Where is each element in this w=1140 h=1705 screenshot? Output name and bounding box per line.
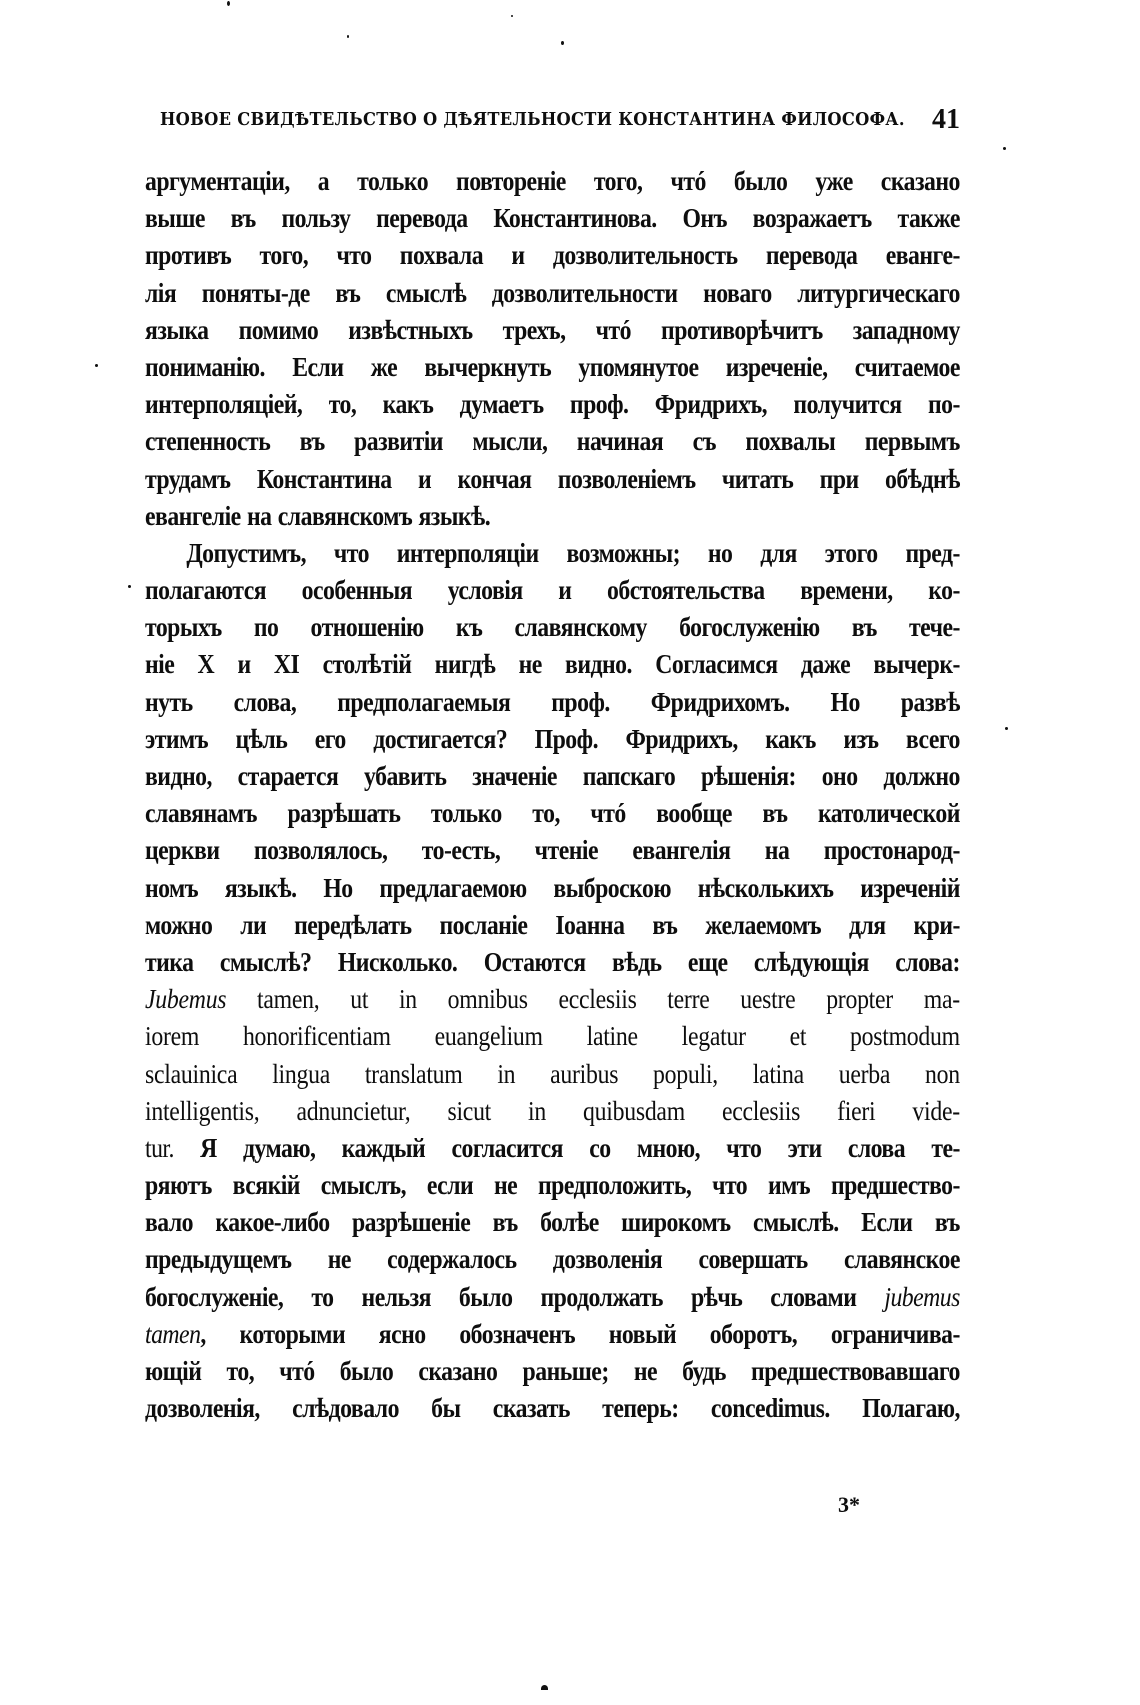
text-line bbox=[145, 1316, 960, 1353]
text-line: славянамъ разрѣшать только то, чтó вообще въ католической bbox=[145, 798, 960, 829]
scan-speck bbox=[541, 1685, 548, 1690]
text-line: евангеліе на славянскомъ языкѣ. bbox=[145, 500, 491, 531]
text-line: можно ли передѣлать посланіе Іоанна въ желаемомъ для кри- bbox=[145, 909, 960, 940]
signature-mark: 3* bbox=[838, 1492, 860, 1517]
text-line: пониманію. Если же вычеркнуть упомянутое изреченіе, считаемое bbox=[145, 351, 960, 382]
text-line: торыхъ по отношенію къ славянскому богослуженію въ тече- bbox=[145, 612, 960, 643]
latin-text: tur. bbox=[145, 1132, 174, 1163]
body-text bbox=[145, 163, 960, 1427]
text-line: ряютъ всякій смыслъ, если не предположить, что имъ предшество- bbox=[145, 1170, 960, 1201]
text-line: выше въ пользу перевода Константинова. Онъ возражаетъ также bbox=[145, 203, 960, 234]
text-line: предыдущемъ не содержалось дозволенія совершать славянское bbox=[145, 1244, 960, 1275]
scan-speck bbox=[561, 41, 564, 45]
text-line: полагаются особенныя условія и обстоятельства времени, ко- bbox=[145, 575, 960, 606]
text-line: трудамъ Константина и кончая позволеніемъ читать при обѣднѣ bbox=[145, 463, 960, 494]
latin-text: tamen, ut in omnibus ecclesiis terre uestre propter ma- bbox=[226, 984, 960, 1015]
text-line: противъ того, что похвала и дозволительность перевода еванге- bbox=[145, 240, 960, 271]
text-line: вало какое-либо разрѣшеніе въ болѣе широкомъ смыслѣ. Если въ bbox=[145, 1207, 960, 1238]
scan-speck bbox=[1005, 727, 1008, 730]
running-head-title: НОВОЕ СВИДѢТЕЛЬСТВО О ДѢЯТЕЛЬНОСТИ КОНСТАНТИНА ФИЛОСОФА. bbox=[160, 110, 905, 130]
running-head bbox=[160, 104, 960, 142]
text-line: ніе X и XI столѣтій нигдѣ не видно. Согласимся даже вычерк- bbox=[145, 649, 960, 680]
text-line: языка помимо извѣстныхъ трехъ, чтó противорѣчитъ западному bbox=[145, 314, 960, 345]
text-line: интерполяціей, то, какъ думаетъ проф. Фридрихъ, получится по- bbox=[145, 389, 960, 420]
latin-italic-word: tamen bbox=[145, 1318, 201, 1349]
text-line: церкви позволялось, то-есть, чтеніе евангелія на простонарод- bbox=[145, 835, 960, 866]
text-line: ющій то, чтó было сказано раньше; не будь предшествовавшаго bbox=[145, 1356, 960, 1386]
russian-text: Я думаю, каждый согласится со мною, что эти слова те- bbox=[173, 1132, 960, 1163]
text-line: степенность въ развитіи мысли, начиная съ похвалы первымъ bbox=[145, 426, 960, 457]
text-line bbox=[145, 1130, 960, 1167]
latin-quote-line: sclauinica lingua translatum in auribus populi, latina uerba non bbox=[145, 1058, 960, 1089]
text-line: дозволенія, слѣдовало бы сказать теперь: concedimus. Полагаю, bbox=[145, 1393, 960, 1424]
scan-speck bbox=[227, 1, 230, 6]
text-line: аргументаціи, а только повтореніе того, чтó было уже сказано bbox=[145, 166, 960, 196]
page-number: 41 bbox=[932, 104, 960, 135]
latin-incipit: Jubemus bbox=[145, 984, 227, 1015]
latin-italic-word: jubemus bbox=[884, 1281, 960, 1312]
text-line: Допустимъ, что интерполяціи возможны; но для этого пред- bbox=[186, 537, 960, 568]
scan-speck bbox=[1003, 147, 1006, 150]
russian-text: богослуженіе, то нельзя было продолжать рѣчь словами bbox=[145, 1281, 885, 1312]
latin-quote-line: intelligentis, adnuncietur, sicut in quibusdam ecclesiis fieri vide- bbox=[145, 1095, 960, 1126]
paragraph-2 bbox=[145, 535, 960, 1428]
text-line: тика смыслѣ? Нисколько. Остаются вѣдь еще слѣдующія слова: bbox=[145, 946, 960, 977]
russian-text: , которыми ясно обозначенъ новый оборотъ, ограничива- bbox=[200, 1318, 960, 1349]
latin-quote-line: iorem honorificentiam euangelium latine legatur et postmodum bbox=[145, 1021, 960, 1052]
scan-speck bbox=[95, 364, 98, 367]
text-line: нуть слова, предполагаемыя проф. Фридрихомъ. Но развѣ bbox=[145, 686, 960, 717]
latin-quote-line bbox=[145, 981, 960, 1018]
scan-speck bbox=[128, 585, 131, 588]
scan-speck bbox=[511, 15, 513, 17]
text-line: видно, старается убавить значеніе папскаго рѣшенія: оно должно bbox=[145, 761, 960, 791]
scan-speck bbox=[347, 35, 349, 38]
text-line bbox=[145, 1279, 960, 1316]
paragraph-1 bbox=[145, 163, 960, 535]
text-line: этимъ цѣль его достигается? Проф. Фридрихъ, какъ изъ всего bbox=[145, 723, 960, 754]
text-line: лія поняты-де въ смыслѣ дозволительности новаго литургическаго bbox=[145, 277, 960, 308]
text-line: номъ языкѣ. Но предлагаемою выброскою нѣсколькихъ изреченій bbox=[145, 872, 960, 903]
